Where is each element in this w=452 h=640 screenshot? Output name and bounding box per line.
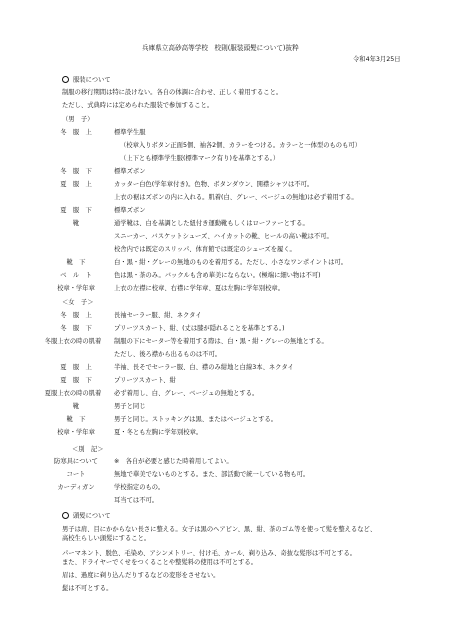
- female-value-winter-top: 長袖セーラー服、紺、ネクタイ: [114, 312, 202, 319]
- circle-bullet-icon: [62, 76, 69, 83]
- male-value-shoes-1: 通学靴は、白を基調とした紐付き運動靴もしくはローファーとする。: [114, 220, 309, 227]
- female-value-winter-undershirt-1: 制服の下にセーター等を着用する際は、白・黒・紺・グレーの無地とする。: [114, 338, 328, 345]
- male-value-socks: 白・黒・紺・グレーの無地のものを着用する。ただし、小さなワンポイントは可。: [114, 259, 347, 266]
- female-label-badge: 校章・学年章: [57, 429, 95, 436]
- male-value-summer-top-2: 上衣の裾はズボンの内に入れる。肌着(白、グレー、ベージュの無地)は必ず着用する。: [114, 194, 358, 201]
- hair-para-1: 男子は肩、目にかからない長さに整える。女子は黒のヘアピン、黒、紺、茶のゴム等を使って髪を整えるなど、: [62, 526, 377, 533]
- female-value-shoes: 男子と同じ: [114, 403, 146, 410]
- female-value-summer-top: 半袖、長そでセーラー服、白、襟のみ紺地と白線3本、ネクタイ: [114, 364, 294, 371]
- hair-para-2: 高校生らしい頭髪にすること。: [62, 535, 151, 542]
- circle-bullet-icon: [62, 512, 69, 519]
- female-label-winter-undershirt: 冬服上衣の時の肌着: [44, 338, 102, 345]
- hair-para-6: 髭は不可とする。: [62, 585, 113, 592]
- document-title: 兵庫県立高砂高等学校 校則(服装頭髪について)抜粋: [142, 44, 299, 52]
- document-date: 令和4年3月25日: [353, 56, 401, 63]
- female-value-winter-bottom: プリーツスカート、紺、(丈は膝が隠れることを基準とする。): [114, 325, 285, 332]
- hair-para-4: また、ドライヤーでくせをつくることや整髪料の使用は不可とする。: [62, 559, 258, 566]
- male-value-winter-top-2: （校章入りボタン正面5個、袖各2個、カラーをつける。カラーと一体型のものも可）: [120, 142, 361, 149]
- female-value-badge: 夏・冬とも左胸に学年別校章。: [114, 429, 203, 436]
- female-value-winter-undershirt-2: ただし、後ろ襟から出るものは不可。: [114, 351, 222, 358]
- section-clothing-heading-text: 服装について: [73, 76, 111, 84]
- male-label-socks: 靴 下: [66, 259, 86, 266]
- female-value-summer-bottom: プリーツスカート、紺: [114, 377, 176, 384]
- section-hair-heading-text: 頭髪について: [73, 512, 111, 520]
- female-value-socks: 男子と同じ。ストッキングは黒、またはベージュとする。: [114, 416, 278, 423]
- notes-heading: ＜別 記＞: [72, 446, 104, 453]
- male-value-summer-top-1: カッター白色(学年章付き)。色物、ボタンダウン、開襟シャツは不可。: [114, 181, 314, 188]
- notes-label-coat: コート: [66, 471, 86, 478]
- female-label-summer-undershirt: 夏服上衣の時の肌着: [44, 390, 102, 397]
- male-label-winter-bottom: 冬 服 下: [60, 168, 92, 175]
- female-label-winter-top: 冬 服 上: [60, 312, 92, 319]
- male-value-shoes-3: 校舎内では既定のスリッパ、体育館では既定のシューズを履く。: [114, 246, 296, 253]
- hair-para-5: 眉は、過度に剃り込んだりするなどの変形をさせない。: [62, 572, 220, 579]
- female-label-winter-bottom: 冬 服 下: [60, 325, 92, 332]
- male-value-winter-bottom: 標準ズボン: [114, 168, 146, 175]
- notes-value-cardigan-2: 耳当ては不可。: [114, 497, 159, 504]
- male-label-summer-bottom: 夏 服 下: [60, 207, 92, 214]
- female-label-summer-bottom: 夏 服 下: [60, 377, 92, 384]
- section-clothing-para-1: 制服の移行期間は特に設けない。各自の体調に合わせ、正しく着用すること。: [62, 89, 283, 96]
- male-value-summer-bottom: 標準ズボン: [114, 207, 146, 214]
- female-heading: ＜女 子＞: [62, 299, 94, 306]
- male-heading: （男 子）: [62, 116, 94, 123]
- notes-label-cardigan: カーディガン: [57, 484, 95, 491]
- female-label-socks: 靴 下: [66, 416, 86, 423]
- section-clothing-heading: [62, 76, 111, 85]
- female-label-shoes: 靴: [72, 403, 80, 410]
- male-label-belt: ベ ル ト: [60, 272, 92, 279]
- male-label-badge: 校章・学年章: [57, 285, 95, 292]
- male-value-badge: 上衣の左襟に校章、右襟に学年章、夏は左胸に学年別校章。: [114, 285, 285, 292]
- male-value-winter-top-3: （上下とも標準学生服(標準マーク有り)を基準とする。）: [120, 155, 280, 162]
- section-clothing-para-2: ただし、式典時には定められた服装で参加すること。: [62, 102, 214, 109]
- male-label-shoes: 靴: [72, 220, 80, 227]
- hair-para-3: パーマネント、脱色、毛染め、アシンメトリー、付け毛、カール、剃り込み、奇抜な髪形は不可とする。: [62, 550, 357, 557]
- male-label-summer-top: 夏 服 上: [60, 181, 92, 188]
- male-value-belt: 色は黒・茶のみ。バックルも含め華美にならない。(極端に細い物は不可): [114, 272, 321, 279]
- section-hair-heading: [62, 512, 111, 521]
- notes-value-cardigan-1: 学校指定のもの。: [114, 484, 165, 491]
- male-value-winter-top-1: 標準学生服: [114, 129, 146, 136]
- notes-value-cold-gear: ※ 各自が必要と感じた時着用してよい。: [114, 458, 233, 465]
- female-label-summer-top: 夏 服 上: [60, 364, 92, 371]
- female-value-summer-undershirt: 必ず着用し、白、グレー、ベージュの無地とする。: [114, 390, 259, 397]
- male-value-shoes-2: スニーカー、バスケットシューズ、ハイカットの靴、ヒールの高い靴は不可。: [114, 233, 333, 240]
- notes-label-cold-gear: 防寒具について: [54, 458, 98, 465]
- notes-value-coat: 無地で華美でないものとする。また、部活動で統一している物も可。: [114, 471, 310, 478]
- male-label-winter-top: 冬 服 上: [60, 129, 92, 136]
